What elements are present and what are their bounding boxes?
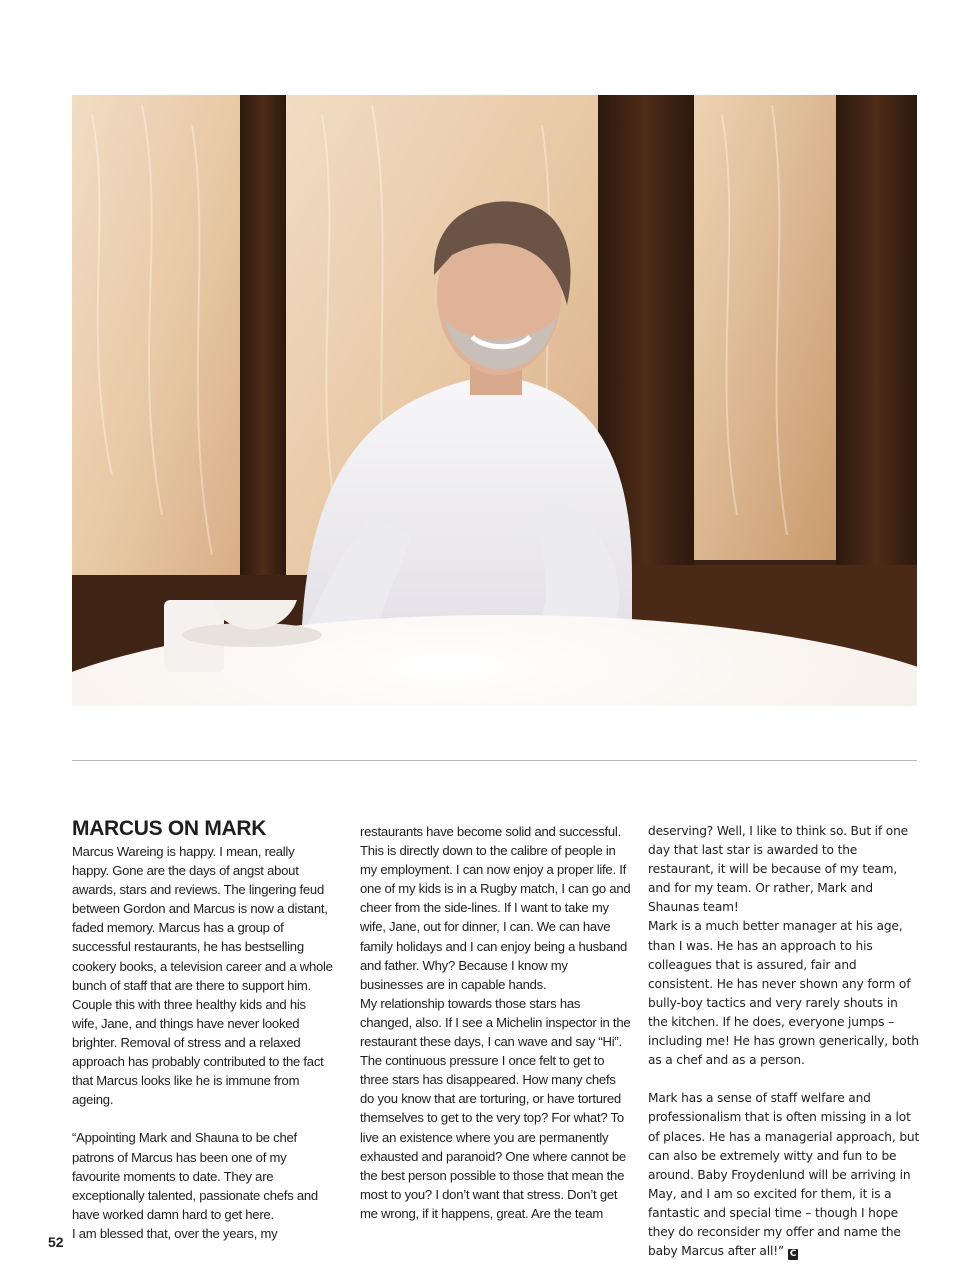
paragraph-spacer: [72, 1109, 334, 1128]
col1-paragraph-1: Marcus Wareing is happy. I mean, really happy. Gone are the days of angst about awards, stars and reviews. The lingering feud between Gordon and Marcus is now a distant, faded memory. Marcus has a group of successful restaurants, he has bestselling cookery books, a television career and a whole bunch of staff that are there to support him. Couple this with three healthy kids and his wife, Jane, and things have never looked brighter. Removal of stress and a relaxed approach has probably contributed to the fact that Marcus looks like he is immune from ageing.: [72, 844, 333, 1108]
col2-paragraph-2: My relationship towards those stars has changed, also. If I see a Michelin inspector in the restaurant these days, I can wave and say “Hi”. The continuous pressure I once felt to get to three stars has disappeared. How many chefs do you know that are torturing, or have tortured themselves to get to the very top? For what? To live an existence where you are permanently exhausted and paranoid? One where cannot be the best person possible to those that mean the most to you? I don’t want that stress. Don’t get me wrong, if it happens, great. Are the team: [360, 995, 631, 1221]
col3-paragraph-2: Mark is a much better manager at his age, than I was. He has an approach to his colleagues that is assured, fair and consistent. He has never shown any form of bully-boy tactics and very rarely shouts in the kitchen. If he does, everyone jumps – including me! He has grown generically, both as a chef and as a person.: [648, 919, 919, 1068]
col3-paragraph-3-text: Mark has a sense of staff welfare and professionalism that is often missing in a lot of places. He has a managerial approach, but can also be extremely witty and fun to be around. Baby Froydenlund will be arriving in May, and I am so excited for them, it is a fantastic and special time – though I hope they do reconsider my offer and name the baby Marcus after all!”: [648, 1091, 920, 1259]
article-column-3: [648, 822, 920, 1261]
end-of-article-mark-icon: C: [789, 1249, 797, 1260]
col3-paragraph-1: deserving? Well, I like to think so. But if one day that last star is awarded to the restaurant, it will be because of my team, and for my team. Or rather, Mark and Shaunas team!: [648, 824, 908, 915]
chef-portrait-illustration: [72, 95, 917, 706]
article-column-1: [72, 817, 334, 1243]
article-column-2: [360, 822, 632, 1223]
paragraph-spacer: [648, 1070, 920, 1089]
col1-paragraph-2: “Appointing Mark and Shauna to be chef patrons of Marcus has been one of my favourite moments to date. They are exceptionally talented, passionate chefs and have worked damn hard to get here.: [72, 1130, 318, 1222]
col3-paragraph-3: [648, 1089, 920, 1261]
col1-paragraph-3: I am blessed that, over the years, my: [72, 1225, 278, 1241]
page-number: 52: [48, 1234, 64, 1250]
section-divider: [72, 760, 917, 761]
chef-portrait-photo: [72, 95, 917, 706]
article-heading: MARCUS ON MARK: [72, 817, 267, 840]
col2-paragraph-1: restaurants have become solid and successful. This is directly down to the calibre of people in my employment. I can now enjoy a proper life. If one of my kids is in a Rugby match, I can go and cheer from the side-lines. If I want to take my wife, Jane, out for dinner, I can. We can have family holidays and I can enjoy being a husband and father. Why? Because I know my businesses are in capable hands.: [360, 824, 631, 992]
